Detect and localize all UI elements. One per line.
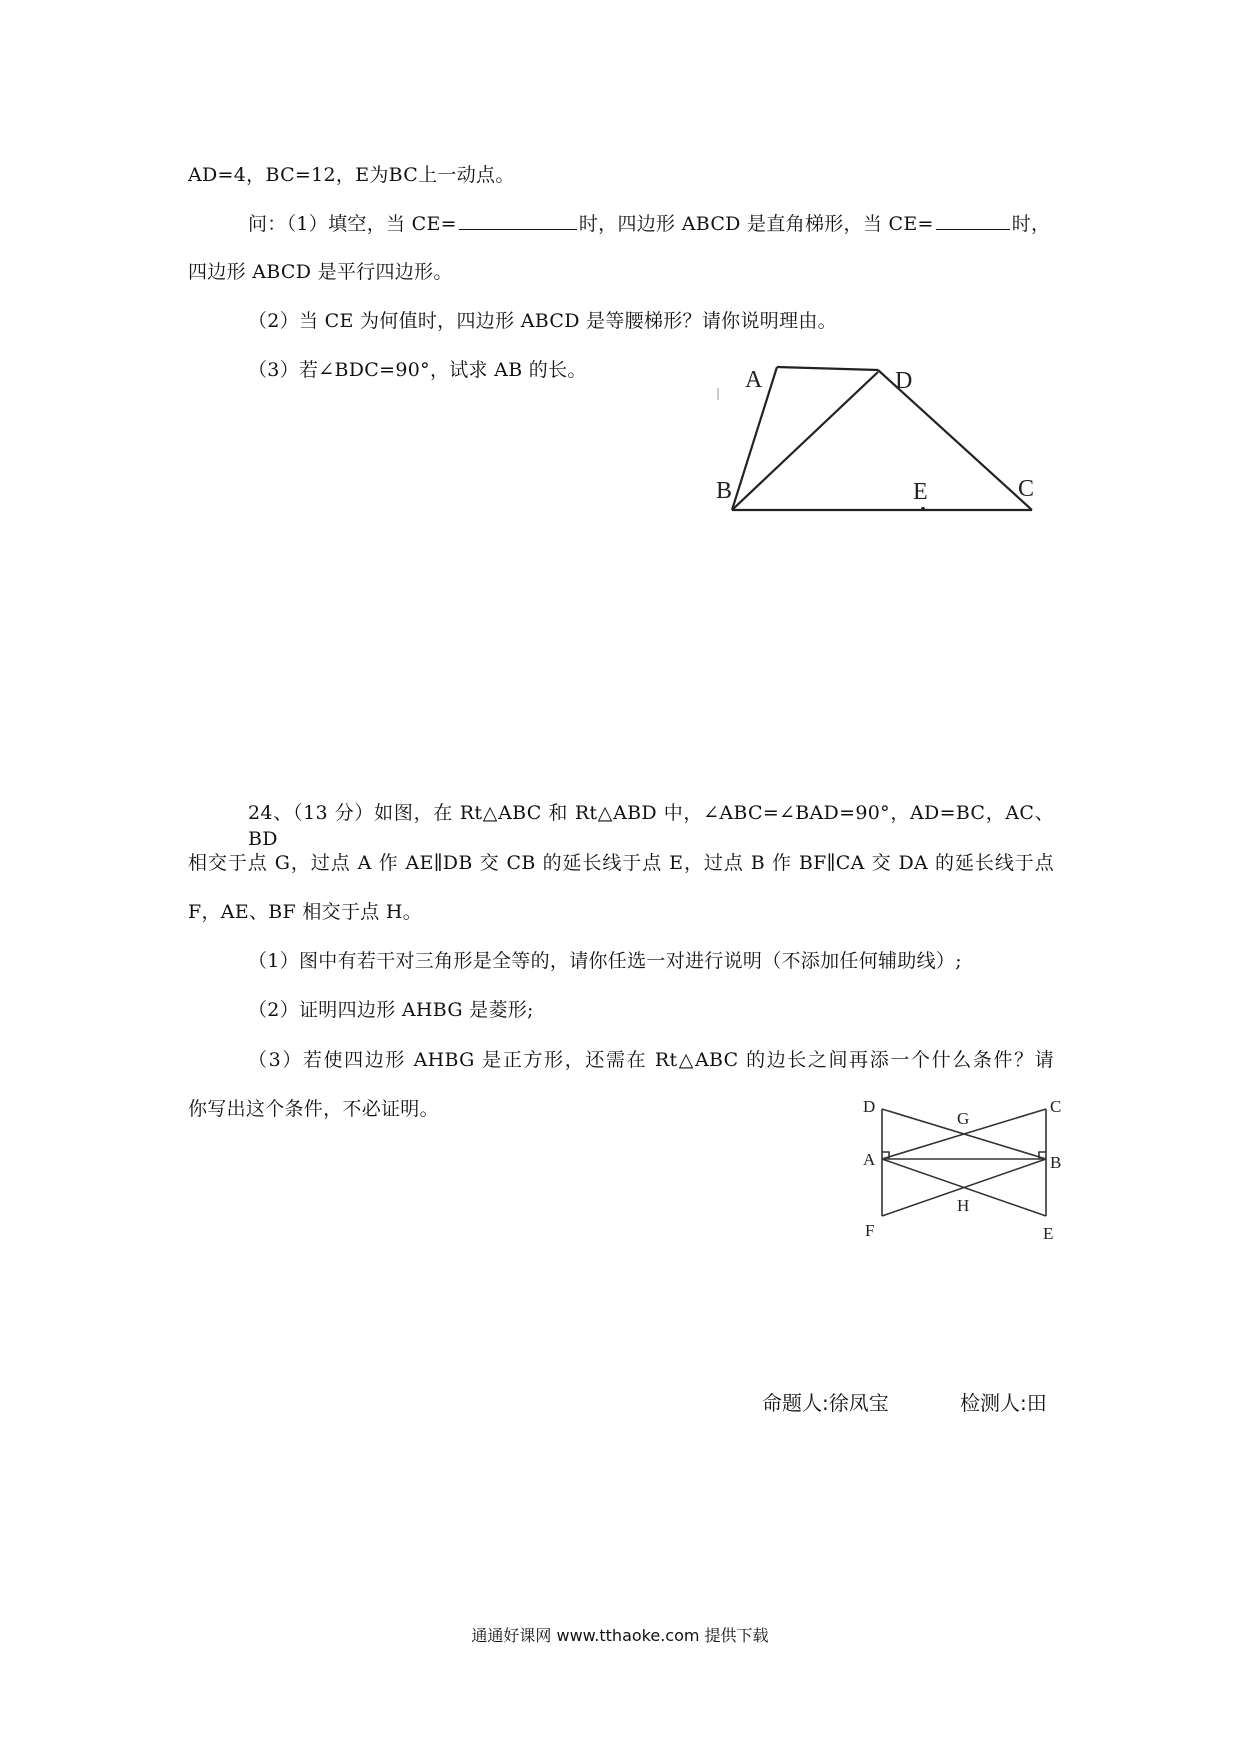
- label-e: E: [1043, 1224, 1054, 1243]
- q23-line2-part-c: 时，: [1011, 213, 1051, 235]
- label-b: B: [716, 478, 733, 504]
- q23-line2-part-b: 时，四边形 ABCD 是直角梯形，当 CE=: [578, 213, 934, 235]
- label-f: F: [865, 1221, 875, 1240]
- q23-line1: AD=4，BC=12，E为BC上一动点。: [188, 164, 515, 186]
- label-b: B: [1050, 1153, 1062, 1172]
- q24-line2: 相交于点 G，过点 A 作 AE∥DB 交 CB 的延长线于点 E，过点 B 作 BF∥CA 交 DA 的延长线于点: [188, 852, 1054, 874]
- q24-line7: 你写出这个条件，不必证明。: [188, 1098, 439, 1120]
- label-e: E: [913, 479, 928, 505]
- q23-line2-part-a: 问：（1）填空，当 CE=: [248, 213, 457, 235]
- q24-line5: （2）证明四边形 AHBG 是菱形;: [248, 999, 534, 1021]
- q23-line3: 四边形 ABCD 是平行四边形。: [188, 261, 453, 283]
- q23-line5: （3）若∠BDC=90°，试求 AB 的长。: [248, 359, 587, 381]
- label-h: H: [957, 1196, 970, 1215]
- label-a: A: [863, 1150, 876, 1169]
- label-d: D: [863, 1097, 876, 1116]
- page-footer: 通通好课网 www.tthaoke.com 提供下载: [471, 1626, 769, 1645]
- q23-line4: （2）当 CE 为何值时，四边形 ABCD 是等腰梯形？请你说明理由。: [248, 310, 837, 332]
- label-a: A: [745, 367, 763, 393]
- author-signature: 命题人:徐凤宝: [762, 1391, 889, 1415]
- q24-line1: 24、（13 分）如图，在 Rt△ABC 和 Rt△ABD 中，∠ABC=∠BAD=90°，AD=BC，AC、BD: [248, 802, 1054, 850]
- checker-signature: 检测人:田: [960, 1391, 1047, 1415]
- q24-line6: （3）若使四边形 AHBG 是正方形，还需在 Rt△ABC 的边长之间再添一个什么条件？请: [248, 1049, 1054, 1071]
- label-g: G: [957, 1109, 970, 1128]
- q24-line4: （1）图中有若干对三角形是全等的，请你任选一对进行说明（不添加任何辅助线）;: [248, 950, 962, 972]
- label-d: D: [895, 368, 913, 394]
- q24-line3: F，AE、BF 相交于点 H。: [188, 901, 423, 923]
- label-c: C: [1018, 476, 1035, 502]
- label-c: C: [1050, 1097, 1062, 1116]
